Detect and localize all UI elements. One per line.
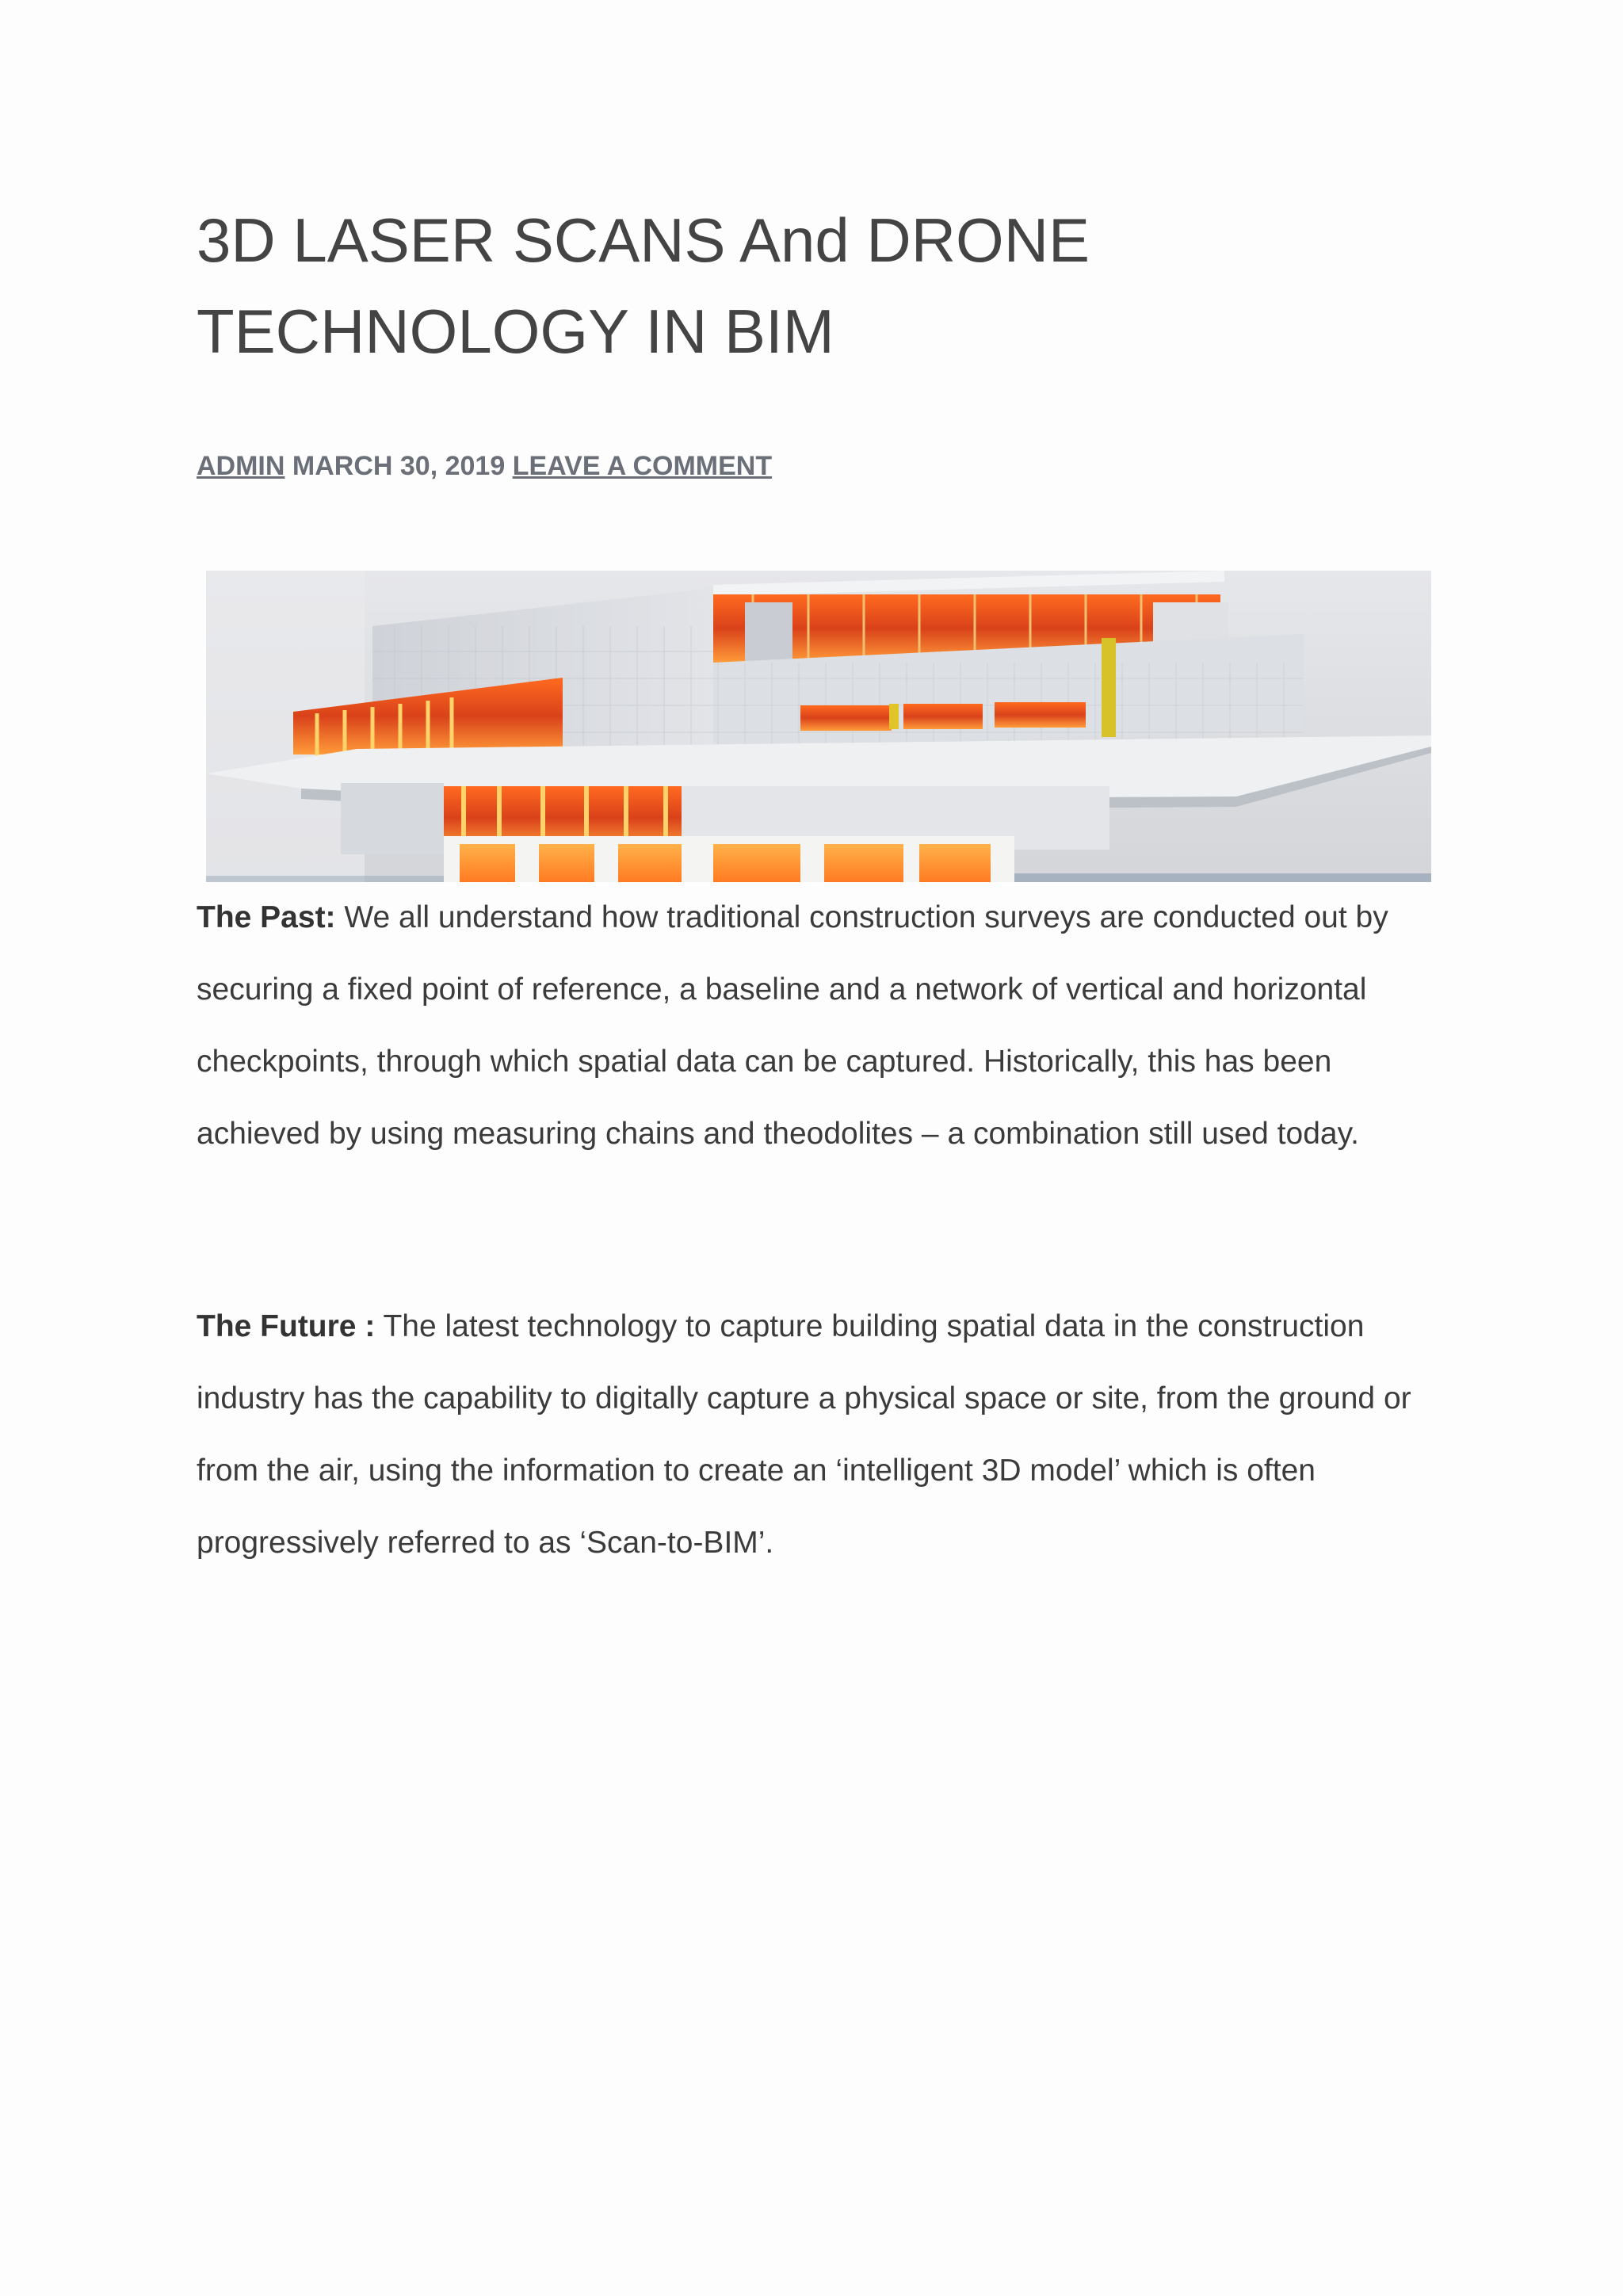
paragraph-the-past	[197, 881, 1433, 1170]
author-link[interactable]: ADMIN	[197, 451, 285, 481]
paragraph-label-past: The Past:	[197, 900, 336, 934]
paragraph-text-future: The latest technology to capture building spatial data in the construction industry has the capability to digitally capture a physical space or site, from the ground or from the air, using the information to create an ‘intelligent 3D model’ which is often progressively referred to as ‘Scan-to-BIM’.	[197, 1309, 1411, 1560]
paragraph-label-future: The Future :	[197, 1309, 376, 1343]
article-meta	[197, 449, 772, 483]
post-date: MARCH 30, 2019	[292, 451, 506, 481]
paragraph-the-future	[197, 1290, 1433, 1579]
article-title: 3D LASER SCANS And DRONE TECHNOLOGY IN BIM	[197, 205, 1090, 366]
leave-comment-link[interactable]: LEAVE A COMMENT	[512, 451, 773, 481]
paragraph-text-past: We all understand how traditional construction surveys are conducted out by securing a fixed point of reference, a baseline and a network of vertical and horizontal checkpoints, through which spatial data can be captured. Historically, this has been achieved by using measuring chains and theodolites – a combination still used today.	[197, 900, 1388, 1151]
building-rendering-image	[206, 571, 1431, 882]
